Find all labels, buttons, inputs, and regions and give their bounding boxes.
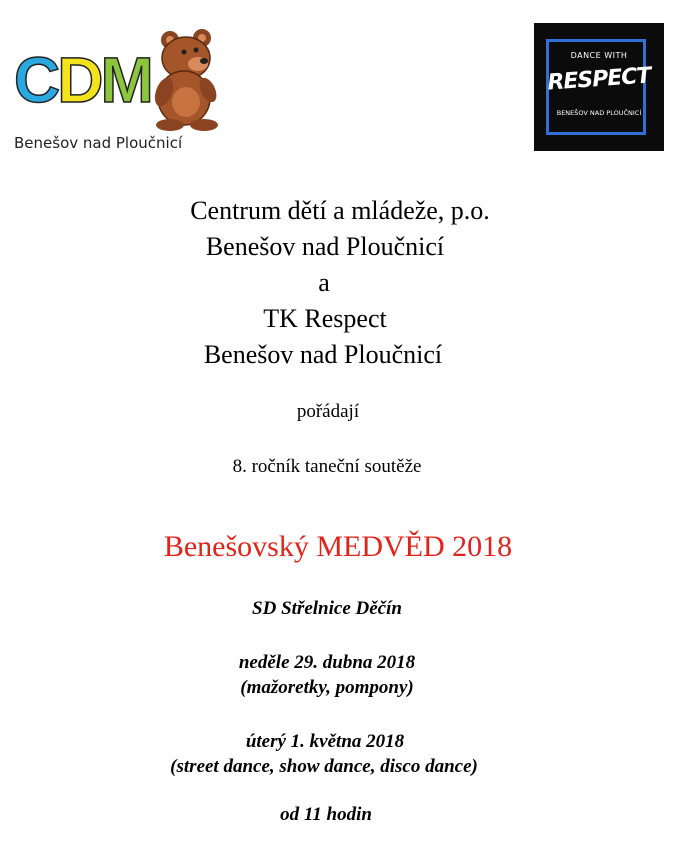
respect-logo [534,23,664,151]
organize-verb: pořádají [296,401,360,422]
cdm-letter-c: C [14,44,58,116]
edition-text: 8. ročník taneční soutěže [232,456,422,477]
bear-icon [140,28,230,132]
organizer-line-1: Centrum dětí a mládeže, p.o. [190,196,490,225]
date-2: úterý 1. května 2018 [245,731,405,752]
date-1: neděle 29. dubna 2018 [238,652,416,673]
cdm-letter-m: M [100,44,151,116]
respect-logo-main: RESPECT [546,63,652,96]
categories-2: (street dance, show dance, disco dance) [170,756,478,777]
organizer-line-4: TK Respect [263,304,387,333]
cdm-logo-letters [14,44,151,116]
organizer-line-5: Benešov nad Ploučnicí [203,340,443,369]
venue-text: SD Střelnice Děčín [252,598,402,619]
categories-1: (mažoretky, pompony) [240,677,414,698]
organizer-line-3: a [318,268,330,297]
organizer-line-2: Benešov nad Ploučnicí [205,232,445,261]
cdm-letter-d: D [57,44,101,116]
cdm-logo-city: Benešov nad Ploučnicí [14,134,183,152]
respect-logo-top: DANCE WITH [570,51,628,60]
cdm-logo [12,28,227,158]
event-title: Benešovský MEDVĚD 2018 [163,530,513,563]
start-time: od 11 hodin [280,804,372,825]
respect-logo-bottom: BENEŠOV NAD PLOUČNICÍ [556,109,642,117]
